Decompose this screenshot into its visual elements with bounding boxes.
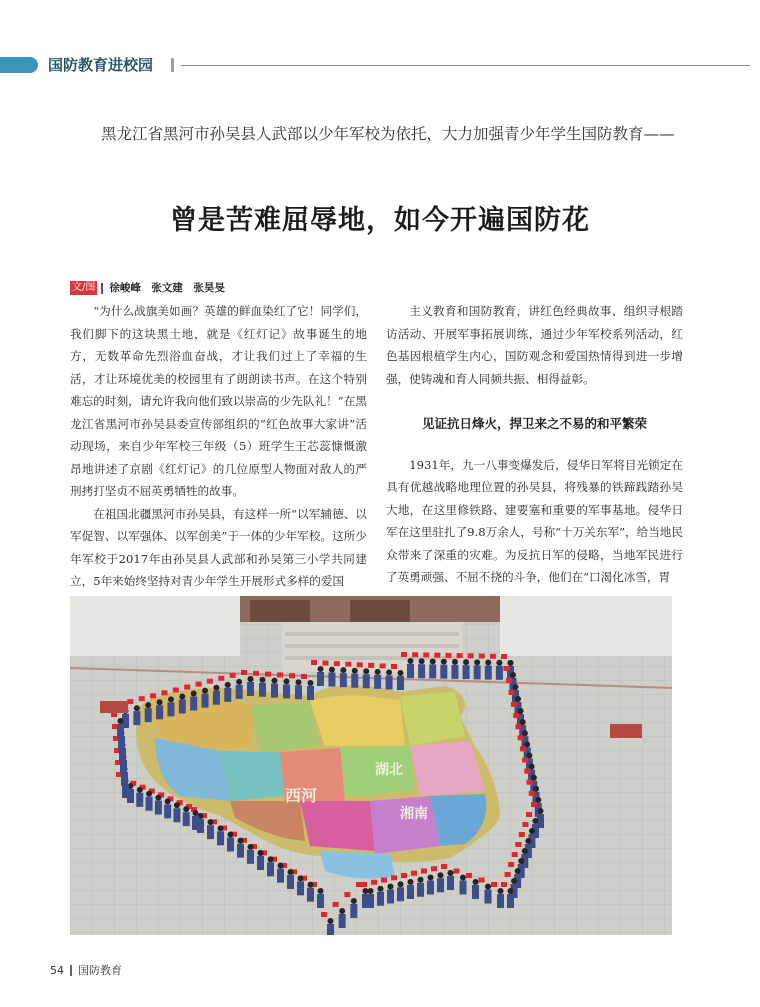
section-title: 国防教育进校园	[48, 56, 154, 74]
section-rule	[181, 65, 750, 66]
body-paragraph: 1931年，九一八事变爆发后，侵华日军将目光锁定在具有优越战略地理位置的孙吴县，将残暴的铁蹄践踏孙吴大地，在这里修铁路、建要塞和重要的军事基地。侵华日军在这里驻扎了9.8万余人，号称“十万关东军”，给当地民众带来了深重的灾难。为反抗日军的侵略，当地军民进行了英勇顽强、不屈不挠的斗争，他们在“口渴化冰雪，胃	[386, 457, 683, 584]
byline-divider	[101, 283, 103, 294]
footer-divider	[70, 965, 72, 976]
article-subheading: 见证抗日烽火，捍卫来之不易的和平繁荣	[421, 416, 647, 431]
map-label: 湘南	[400, 806, 428, 822]
byline-tag: 文/图	[72, 282, 96, 293]
article-column-right	[386, 300, 683, 589]
byline-authors: 徐峻峰 张文建 张昊旻	[109, 282, 225, 294]
article-headline: 曾是苦难屈辱地，如今开遍国防花	[170, 205, 590, 236]
section-divider	[171, 58, 174, 72]
students-map-formation-image	[70, 596, 672, 935]
byline	[70, 281, 225, 295]
intro-paragraph: 黑龙江省黑河市孙吴县人武部以少年军校为依托，大力加强青少年学生国防教育——	[101, 125, 675, 143]
body-paragraph: “为什么战旗美如画？英雄的鲜血染红了它！同学们，我们脚下的这块黑土地，就是《红灯记》故事诞生的地方，无数革命先烈浴血奋战，才让我们过上了幸福的生活，才让环境优美的校园里有了朗朗读书声。在这个特别难忘的时刻，请允许我向他们致以崇高的少先队礼！”在黑龙江省黑河市孙吴县委宣传部组织的“红色故事大家讲”活动现场，来自少年军校三年级（5）班学生王芯蕊慷慨激昂地讲述了京剧《红灯记》的几位原型人物面对敌人的严刑拷打坚贞不屈英勇牺牲的故事。	[70, 304, 367, 498]
page-footer	[50, 962, 122, 978]
body-paragraph: 在祖国北疆黑河市孙吴县，有这样一所“以军辅德、以军促智、以军强体、以军创美”于一体的少年军校。这所少年军校于2017年由孙吴县人武部和孙吴第三小学共同建立，5年来始终坚持对青少年学生开展形式多样的爱国	[70, 506, 367, 588]
magazine-name: 国防教育	[78, 964, 122, 977]
map-label: 湖北	[375, 762, 403, 778]
section-tab-marker	[0, 57, 38, 73]
article-column-left	[70, 300, 367, 593]
body-paragraph: 主义教育和国防教育，讲红色经典故事、组织寻根踏访活动、开展军事拓展训练，通过少年军校系列活动，红色基因根植学生内心，国防观念和爱国热情得到进一步增强，使铸魂和育人同频共振、相得益彰。	[386, 304, 683, 386]
section-header	[0, 54, 760, 76]
map-label: 西河	[285, 786, 318, 805]
article-photo	[70, 596, 672, 935]
page-number: 54	[50, 963, 64, 977]
